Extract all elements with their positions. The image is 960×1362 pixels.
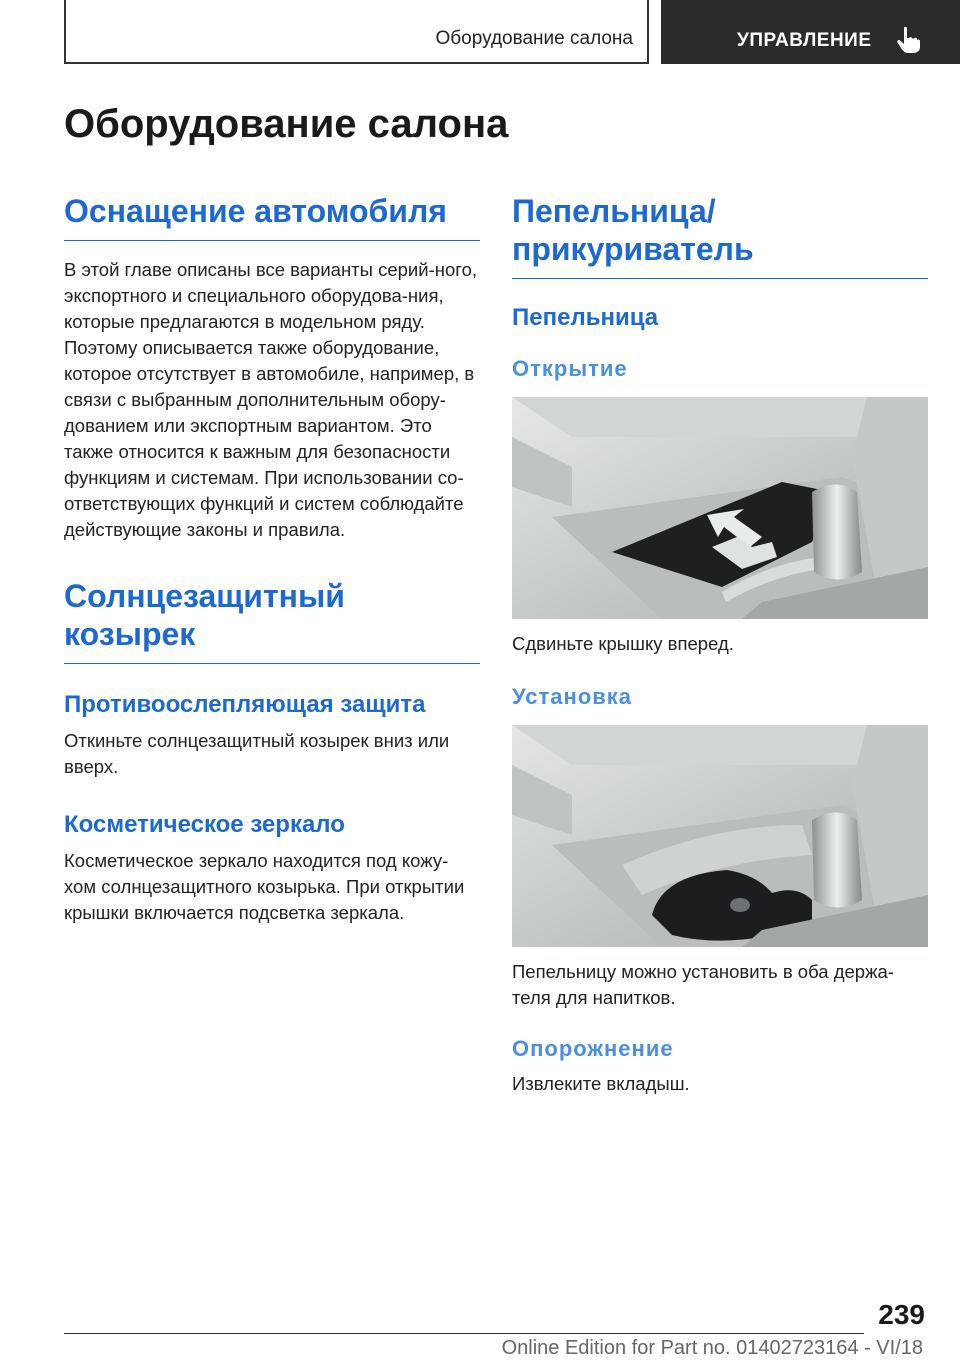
sun-visor-heading: Солнцезащитный козырек xyxy=(64,577,480,664)
equipment-heading: Оснащение автомобиля xyxy=(64,192,480,241)
vanity-mirror-text: Косметическое зеркало находится под кожу-хом солнцезащитного козырька. При открытии крышки включается подсветка зеркала. xyxy=(64,850,465,923)
vanity-mirror-heading: Косметическое зеркало xyxy=(64,811,345,838)
opening-caption: Сдвиньте крышку вперед. xyxy=(512,633,734,654)
emptying-heading: Опорожнение xyxy=(512,1036,674,1061)
hand-pointer-icon xyxy=(896,26,922,54)
chapter-tab-label: УПРАВЛЕНИЕ xyxy=(737,30,872,51)
installation-heading: Установка xyxy=(512,684,633,709)
ashtray-installation-photo xyxy=(512,725,928,947)
right-column xyxy=(512,192,928,1097)
equipment-text: В этой главе описаны все варианты серий-ного, экспортного и специального оборудова-ния, которые предлагаются в модельном ряду. Поэтому описывается также оборудование, которое отсутствует в автомобиле, например, в связи с выбранным дополнительным обору-дованием или экспортным вариантом. Это также относится к важным для безопасности функциям и системам. При использовании со-ответствующих функций и систем соблюдайте действующие законы и правила. xyxy=(64,259,478,540)
installation-caption: Пепельницу можно установить в оба держа-теля для напитков. xyxy=(512,961,894,1008)
page-number: 239 xyxy=(878,1299,925,1330)
header-section-tab xyxy=(64,0,649,64)
footer-edition: Online Edition for Part no. 01402723164 - VI/18 xyxy=(501,1337,923,1359)
footer-divider xyxy=(64,1333,864,1334)
glare-shield-heading: Противоослепляющая защита xyxy=(64,691,426,718)
left-column xyxy=(64,192,480,926)
ashtray-heading: Пепельница xyxy=(512,304,659,331)
page-title: Оборудование салона xyxy=(64,102,509,146)
section-tab-label: Оборудование салона xyxy=(435,28,633,49)
ashtray-lighter-heading: Пепельница/прикуриватель xyxy=(512,192,928,279)
glare-shield-text: Откиньте солнцезащитный козырек вниз или вверх. xyxy=(64,730,450,777)
emptying-text: Извлеките вкладыш. xyxy=(512,1073,690,1094)
opening-heading: Открытие xyxy=(512,356,628,381)
ashtray-opening-photo xyxy=(512,397,928,619)
header-chapter-tab xyxy=(661,0,960,64)
